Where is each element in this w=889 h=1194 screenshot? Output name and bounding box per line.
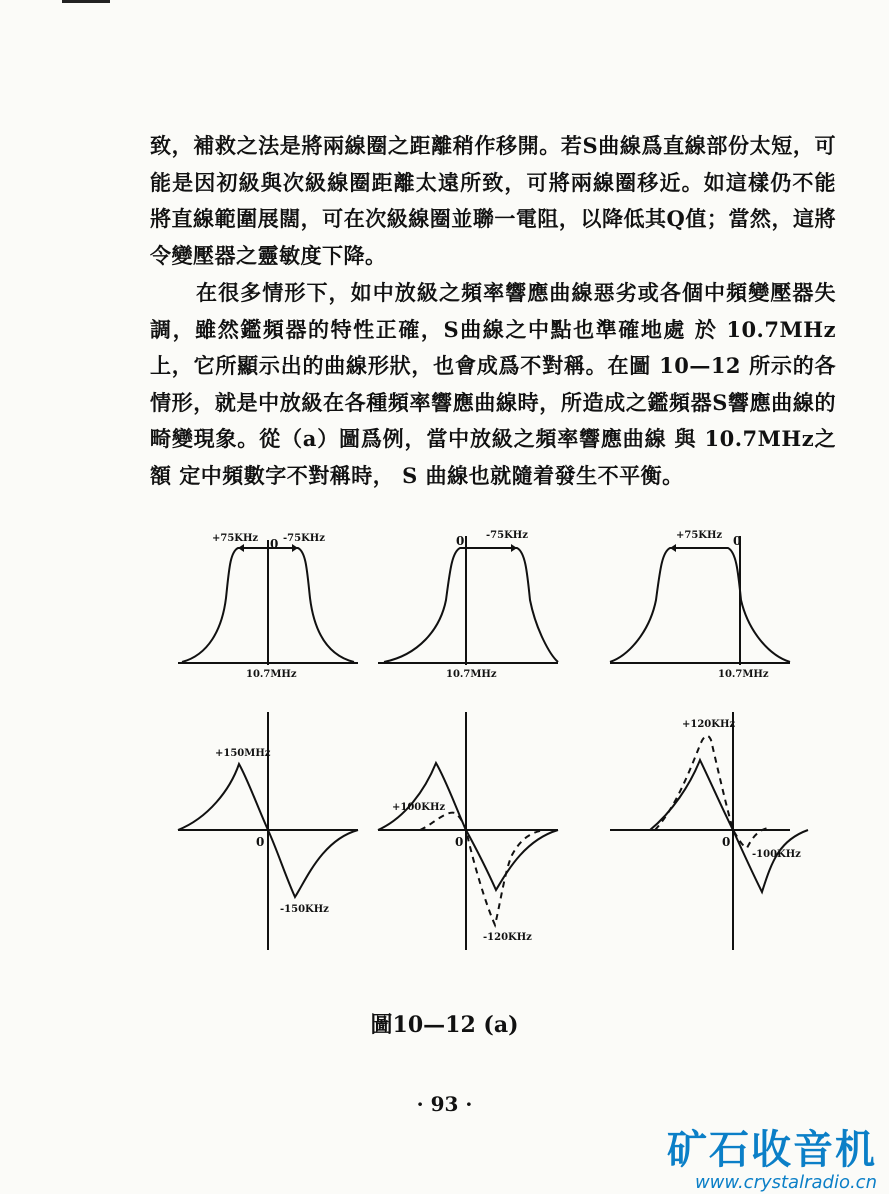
top-3-curve xyxy=(610,548,790,662)
watermark xyxy=(667,1128,877,1194)
bottom-3-label-peak: +120KHz xyxy=(682,719,736,730)
top-1-marker-left xyxy=(238,544,244,552)
paragraph-1: 致，補救之法是將兩線圈之距離稍作移開。若S曲線爲直線部份太短，可能是因初級與次級線圈距離太遠所致，可將兩線圈移近。如這樣仍不能將直線範圍展闊，可在次級線圈並聯一電阻，以降低其Q值；當然，這將令變壓器之靈敏度下降。 xyxy=(150,133,836,268)
top-3-marker-left xyxy=(670,544,676,552)
bottom-1-label-trough: -150KHz xyxy=(280,904,329,915)
top-2-label-center: 10.7MHz xyxy=(446,669,497,680)
top-1-label-center: 10.7MHz xyxy=(246,669,297,680)
bottom-2-label-zero: 0 xyxy=(455,835,464,849)
top-3-label-left: +75KHz xyxy=(676,530,723,541)
top-2-label-right: -75KHz xyxy=(486,530,528,541)
page-number: · 93 · xyxy=(416,1092,473,1116)
bottom-2-label-trough: -120KHz xyxy=(483,932,532,943)
top-1-label-left: +75KHz xyxy=(212,533,259,544)
bottom-2-label-peak: +100KHz xyxy=(392,802,446,813)
paragraph-2: 在很多情形下，如中放級之頻率響應曲線惡劣或各個中頻變壓器失調，雖然鑑頻器的特性正確，S曲線之中點也準確地處 於 10.7MHz上，它所顯示出的曲線形狀，也會成爲不對稱。在圖 10—12 所示的各情形，就是中放級在各種頻率響應曲線時，所造成之鑑頻器S響應曲線的畸變現象。從（a）圖爲例，當中放級之頻率響應曲線 與 10.7MHz之 額 定中頻數字不對稱時， S 曲線也就隨着發生不平衡。 xyxy=(150,280,836,488)
watermark-url: www.crystalradio.cn xyxy=(694,1172,877,1193)
bottom-1-label-peak: +150MHz xyxy=(215,748,271,759)
top-3-label-center: 10.7MHz xyxy=(718,669,769,680)
top-3-label-zero: 0 xyxy=(733,534,742,548)
bottom-2-s-curve xyxy=(378,763,558,890)
top-1-label-right: -75KHz xyxy=(283,533,325,544)
top-1-marker-right xyxy=(292,544,298,552)
top-2-label-zero: 0 xyxy=(456,534,465,548)
top-2-curve xyxy=(384,548,558,662)
bottom-1-label-zero: 0 xyxy=(256,835,265,849)
figure-caption: 圖10—12 (a) xyxy=(370,1012,519,1038)
bottom-3-label-zero: 0 xyxy=(722,835,731,849)
bottom-3-s-curve xyxy=(650,760,808,892)
top-1-label-zero: 0 xyxy=(270,537,279,551)
bottom-3-label-trough: -100KHz xyxy=(752,849,801,860)
bottom-3-dashed-curve xyxy=(655,736,768,848)
top-2-marker-right xyxy=(511,544,517,552)
watermark-name: 矿石收音机 xyxy=(667,1127,877,1173)
